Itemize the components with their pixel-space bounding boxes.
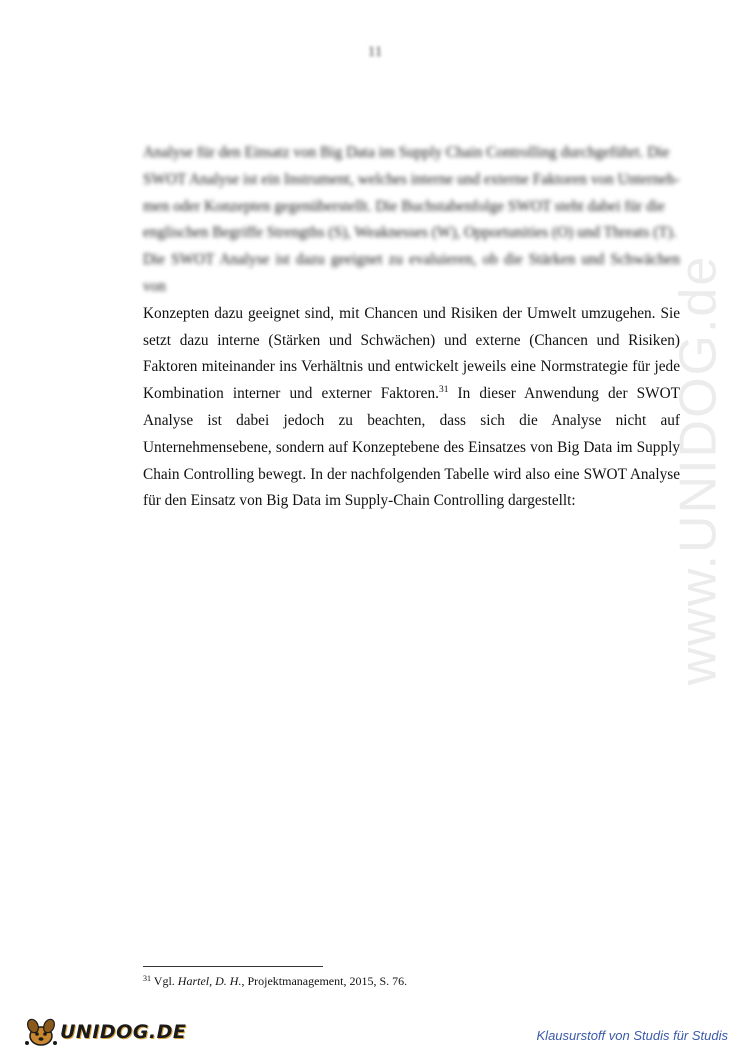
- blurred-paragraph: [143, 140, 680, 301]
- main-paragraph: [143, 301, 680, 515]
- footnote-reference[interactable]: 31: [438, 385, 449, 396]
- footnote-author: Hartel, D. H.: [177, 974, 242, 988]
- footnote: [143, 973, 683, 989]
- footnote-source: , Projektmanagement, 2015, S. 76.: [241, 974, 408, 988]
- footnote-prefix: Vgl.: [153, 974, 178, 988]
- blurred-line-2: SWOT Analyse ist ein Instrument, welches interne und externe Faktoren von Unterneh-: [143, 170, 680, 188]
- paragraph-part-2: In dieser Anwendung der SWOT Analyse ist dabei jedoch zu beachten, dass sich die Analyse nicht auf Unternehmensebene, sondern auf Konzeptebene des Einsatzes von Big Data im Supply Chain Controlling bewegt. In der nachfolgenden Tabelle wird also eine SWOT Analyse für den Einsatz von Big Data im Supply-Chain Controlling dargestellt:: [143, 385, 680, 510]
- footnote-divider: [143, 966, 323, 967]
- footer-tagline: Klausurstoff von Studis für Studis: [536, 1028, 728, 1043]
- blurred-line-5: Die SWOT Analyse ist dazu geeignet zu evaluieren, ob die Stärken und Schwächen von: [143, 251, 680, 295]
- blurred-line-3: men oder Konzepten gegenüberstellt. Die Buchstabenfolge SWOT steht dabei für die: [143, 197, 665, 215]
- watermark-text: www.UNIDOG.de: [669, 254, 727, 686]
- unidog-logo[interactable]: [24, 1016, 186, 1048]
- footnote-number: 31: [143, 974, 151, 983]
- logo-text: UNIDOG.DE: [60, 1021, 187, 1043]
- body-text: [143, 140, 680, 515]
- paragraph-part-1: Konzepten dazu geeignet sind, mit Chancen und Risiken der Umwelt umzugehen. Sie setzt dazu interne (Stärken und Schwächen) und externe (Chancen und Risiken) Faktoren miteinander ins Verhältnis und entwickelt jeweils eine Normstrategie für jede Kombination interner und externer Faktoren.: [143, 304, 680, 403]
- dog-mascot-icon: [24, 1017, 58, 1047]
- page-number: 11: [367, 44, 383, 60]
- blurred-line-4: englischen Begriffe Strengths (S), Weaknesses (W), Opportunities (O) und Threats (T).: [143, 224, 677, 242]
- blurred-line-1: Analyse für den Einsatz von Big Data im Supply Chain Controlling durchgeführt. Die: [143, 144, 670, 161]
